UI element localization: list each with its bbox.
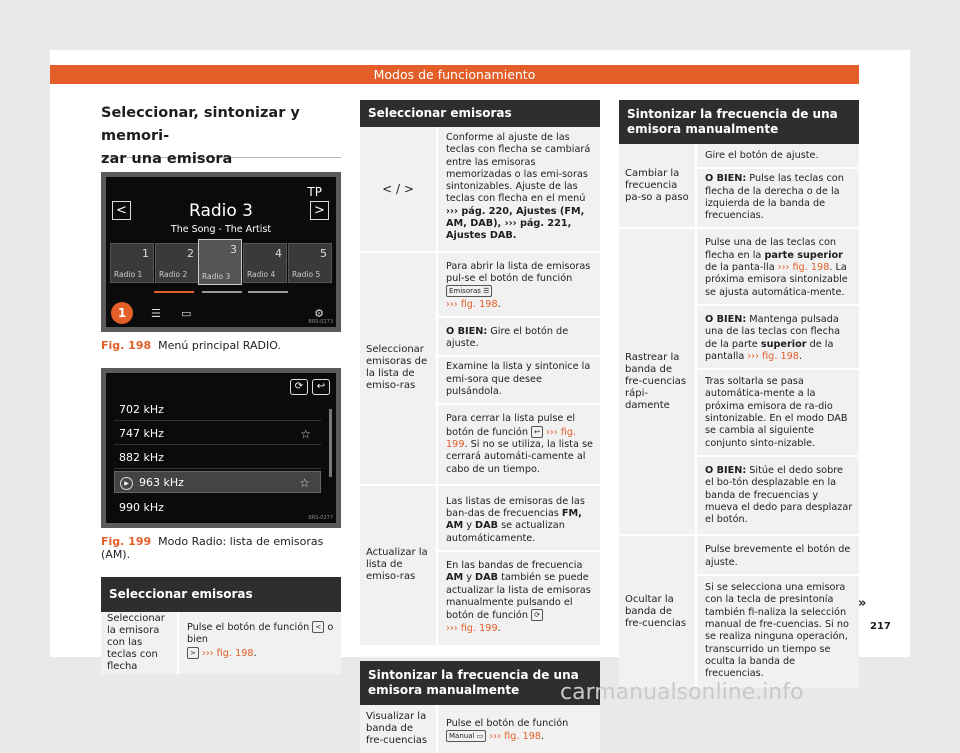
- arrow-right-key: >: [187, 647, 199, 659]
- list-item: 990 kHz: [119, 501, 164, 514]
- chapter-header: Modos de funcionamiento: [50, 65, 859, 84]
- star-icon: ☆: [299, 476, 310, 490]
- table-row: Seleccionar la emisora con las teclas con flecha Pulse el botón de función < o bien > ››› fig. 198.: [101, 612, 341, 674]
- table-manual-tuning: [360, 661, 600, 753]
- figure-code: BRS-0277: [308, 515, 333, 521]
- table-title: Sintonizar la frecuencia de una emisora manualmente: [619, 100, 859, 144]
- table-title: Seleccionar emisoras: [101, 577, 341, 612]
- station-name: Radio 3: [189, 201, 253, 221]
- table-row: < / > Conforme al ajuste de las teclas con flecha se cambiará entre las emisoras memorizadas o las emi-soras sintonizables. Ajuste de las teclas con flecha en el menú ››› pág. 220, Ajustes (FM, AM, DAB), ››› pág. 221, Ajustes DAB.: [360, 127, 600, 251]
- figure-199-caption: Fig. 199 Modo Radio: lista de emisoras (AM).: [101, 535, 324, 561]
- column-3: [619, 100, 859, 688]
- callout-marker: 1: [111, 302, 133, 324]
- table-title: Sintonizar la frecuencia de una emisora manualmente: [360, 661, 600, 705]
- manual-icon: ▭: [181, 307, 192, 320]
- song-info: The Song - The Artist: [170, 224, 272, 235]
- list-icon: ☰: [151, 307, 161, 320]
- preset-3: 3 Radio 3: [198, 239, 242, 285]
- table-row: Rastrear la banda de fre-cuencias rápi-damente Pulse una de las teclas con flecha en la parte superior de la panta-lla ››› fig. 198. La próxima emisora sintonizable se ajusta automática-mente. O BIEN: Mantenga pulsada una de las teclas con flecha de la parte superior de la pantalla ››› fig. 198. Tras soltarla se pasa automática-mente a la próxima emisora de ra-dio sintonizable. En el modo DAB se cambia al siguiente conjunto sinto-nizable. O BIEN: Sitúe el dedo sobre el bo-tón desplazable en la banda de frecuencias y mueva el dedo para desplazar el botón.: [619, 227, 859, 534]
- column-2: [360, 100, 600, 753]
- back-icon: ↩: [312, 379, 330, 395]
- tp-indicator: TP: [307, 185, 322, 199]
- refresh-icon: ⟳: [290, 379, 308, 395]
- table-row: Cambiar la frecuencia pa-so a paso Gire el botón de ajuste. O BIEN: Pulse las teclas con flecha de la derecha o de la izquierda de la banda de frecuencias.: [619, 144, 859, 227]
- list-item: 882 kHz: [114, 447, 321, 469]
- figure-198-caption: Fig. 198 Menú principal RADIO.: [101, 339, 281, 352]
- table-row: Visualizar la banda de fre-cuencias Pulse el botón de función Manual ▭ ››› fig. 198.: [360, 705, 600, 753]
- back-key: ↩: [531, 426, 543, 438]
- frequency-bar: [154, 291, 194, 293]
- preset-2: 2 Radio 2: [155, 243, 199, 283]
- continue-marker: »: [858, 596, 867, 611]
- table-select-stations: [101, 577, 341, 674]
- table-row: Seleccionar emisoras de la lista de emiso-ras Para abrir la lista de emisoras pul-se el botón de función Emisoras ☰ ››› fig. 198. O BIEN: Gire el botón de ajuste. Examine la lista y sintonice la emi-sora que desee pulsándola. Para cerrar la lista pulse el botón de función ↩ ››› fig. 199. Si no se utiliza, la lista se cerrará automáti-camente al cabo de un tiempo.: [360, 251, 600, 484]
- frequency-bar: [202, 291, 242, 293]
- page-number: 217: [870, 621, 891, 632]
- table-row: Ocultar la banda de fre-cuencias Pulse brevemente el botón de ajuste. Si se selecciona una emisora con la tecla de presintonía también fi-naliza la selección manual de fre-cuencias. Si no se realiza ninguna operación, transcurrido un tiempo se oculta la banda de frecuencias.: [619, 534, 859, 688]
- table-row: Actualizar la lista de emiso-ras Las listas de emisoras de las ban-das de frecuencias FM, AM y DAB se actualizan automáticamente. En las bandas de frecuencia AM y DAB también se puede actualizar la lista de emisoras manualmente pulsando el botón de función ⟳ ››› fig. 199.: [360, 484, 600, 645]
- radio-bottom-bar: [106, 299, 336, 327]
- frequency-bar: [248, 291, 288, 293]
- section-heading: Seleccionar, sintonizar y memori- zar una emisora: [101, 100, 341, 158]
- star-icon: ☆: [300, 427, 311, 441]
- preset-5: 5 Radio 5: [288, 243, 332, 283]
- figure-code: BRS-0273: [308, 319, 333, 325]
- arrow-keys-icon: < / >: [360, 127, 438, 251]
- arrow-left-key: <: [312, 621, 324, 633]
- preset-4: 4 Radio 4: [243, 243, 287, 283]
- table-title: Seleccionar emisoras: [360, 100, 600, 127]
- figure-199: [101, 368, 341, 528]
- radio-main-screen: [106, 177, 336, 327]
- watermark: carmanualsonline.info: [560, 680, 804, 705]
- list-item: 702 kHz: [114, 399, 321, 421]
- list-item: 747 kHz ☆: [114, 423, 321, 445]
- figure-198: [101, 172, 341, 332]
- manual-key: Manual ▭: [446, 730, 486, 742]
- scrollbar: [329, 409, 332, 477]
- table-manual-tuning-detail: [619, 100, 859, 688]
- preset-1: 1 Radio 1: [110, 243, 154, 283]
- gear-icon: ⚙: [314, 307, 324, 320]
- column-1: [101, 100, 341, 674]
- arrow-right-icon: >: [310, 201, 329, 220]
- arrow-left-icon: <: [112, 201, 131, 220]
- play-icon: ▶: [120, 477, 133, 490]
- refresh-key: ⟳: [531, 609, 543, 621]
- stations-key: Emisoras ☰: [446, 285, 492, 297]
- station-list-screen: [106, 373, 336, 523]
- table-select-stations-detail: [360, 100, 600, 645]
- list-item-selected: ▶ 963 kHz ☆: [114, 471, 321, 493]
